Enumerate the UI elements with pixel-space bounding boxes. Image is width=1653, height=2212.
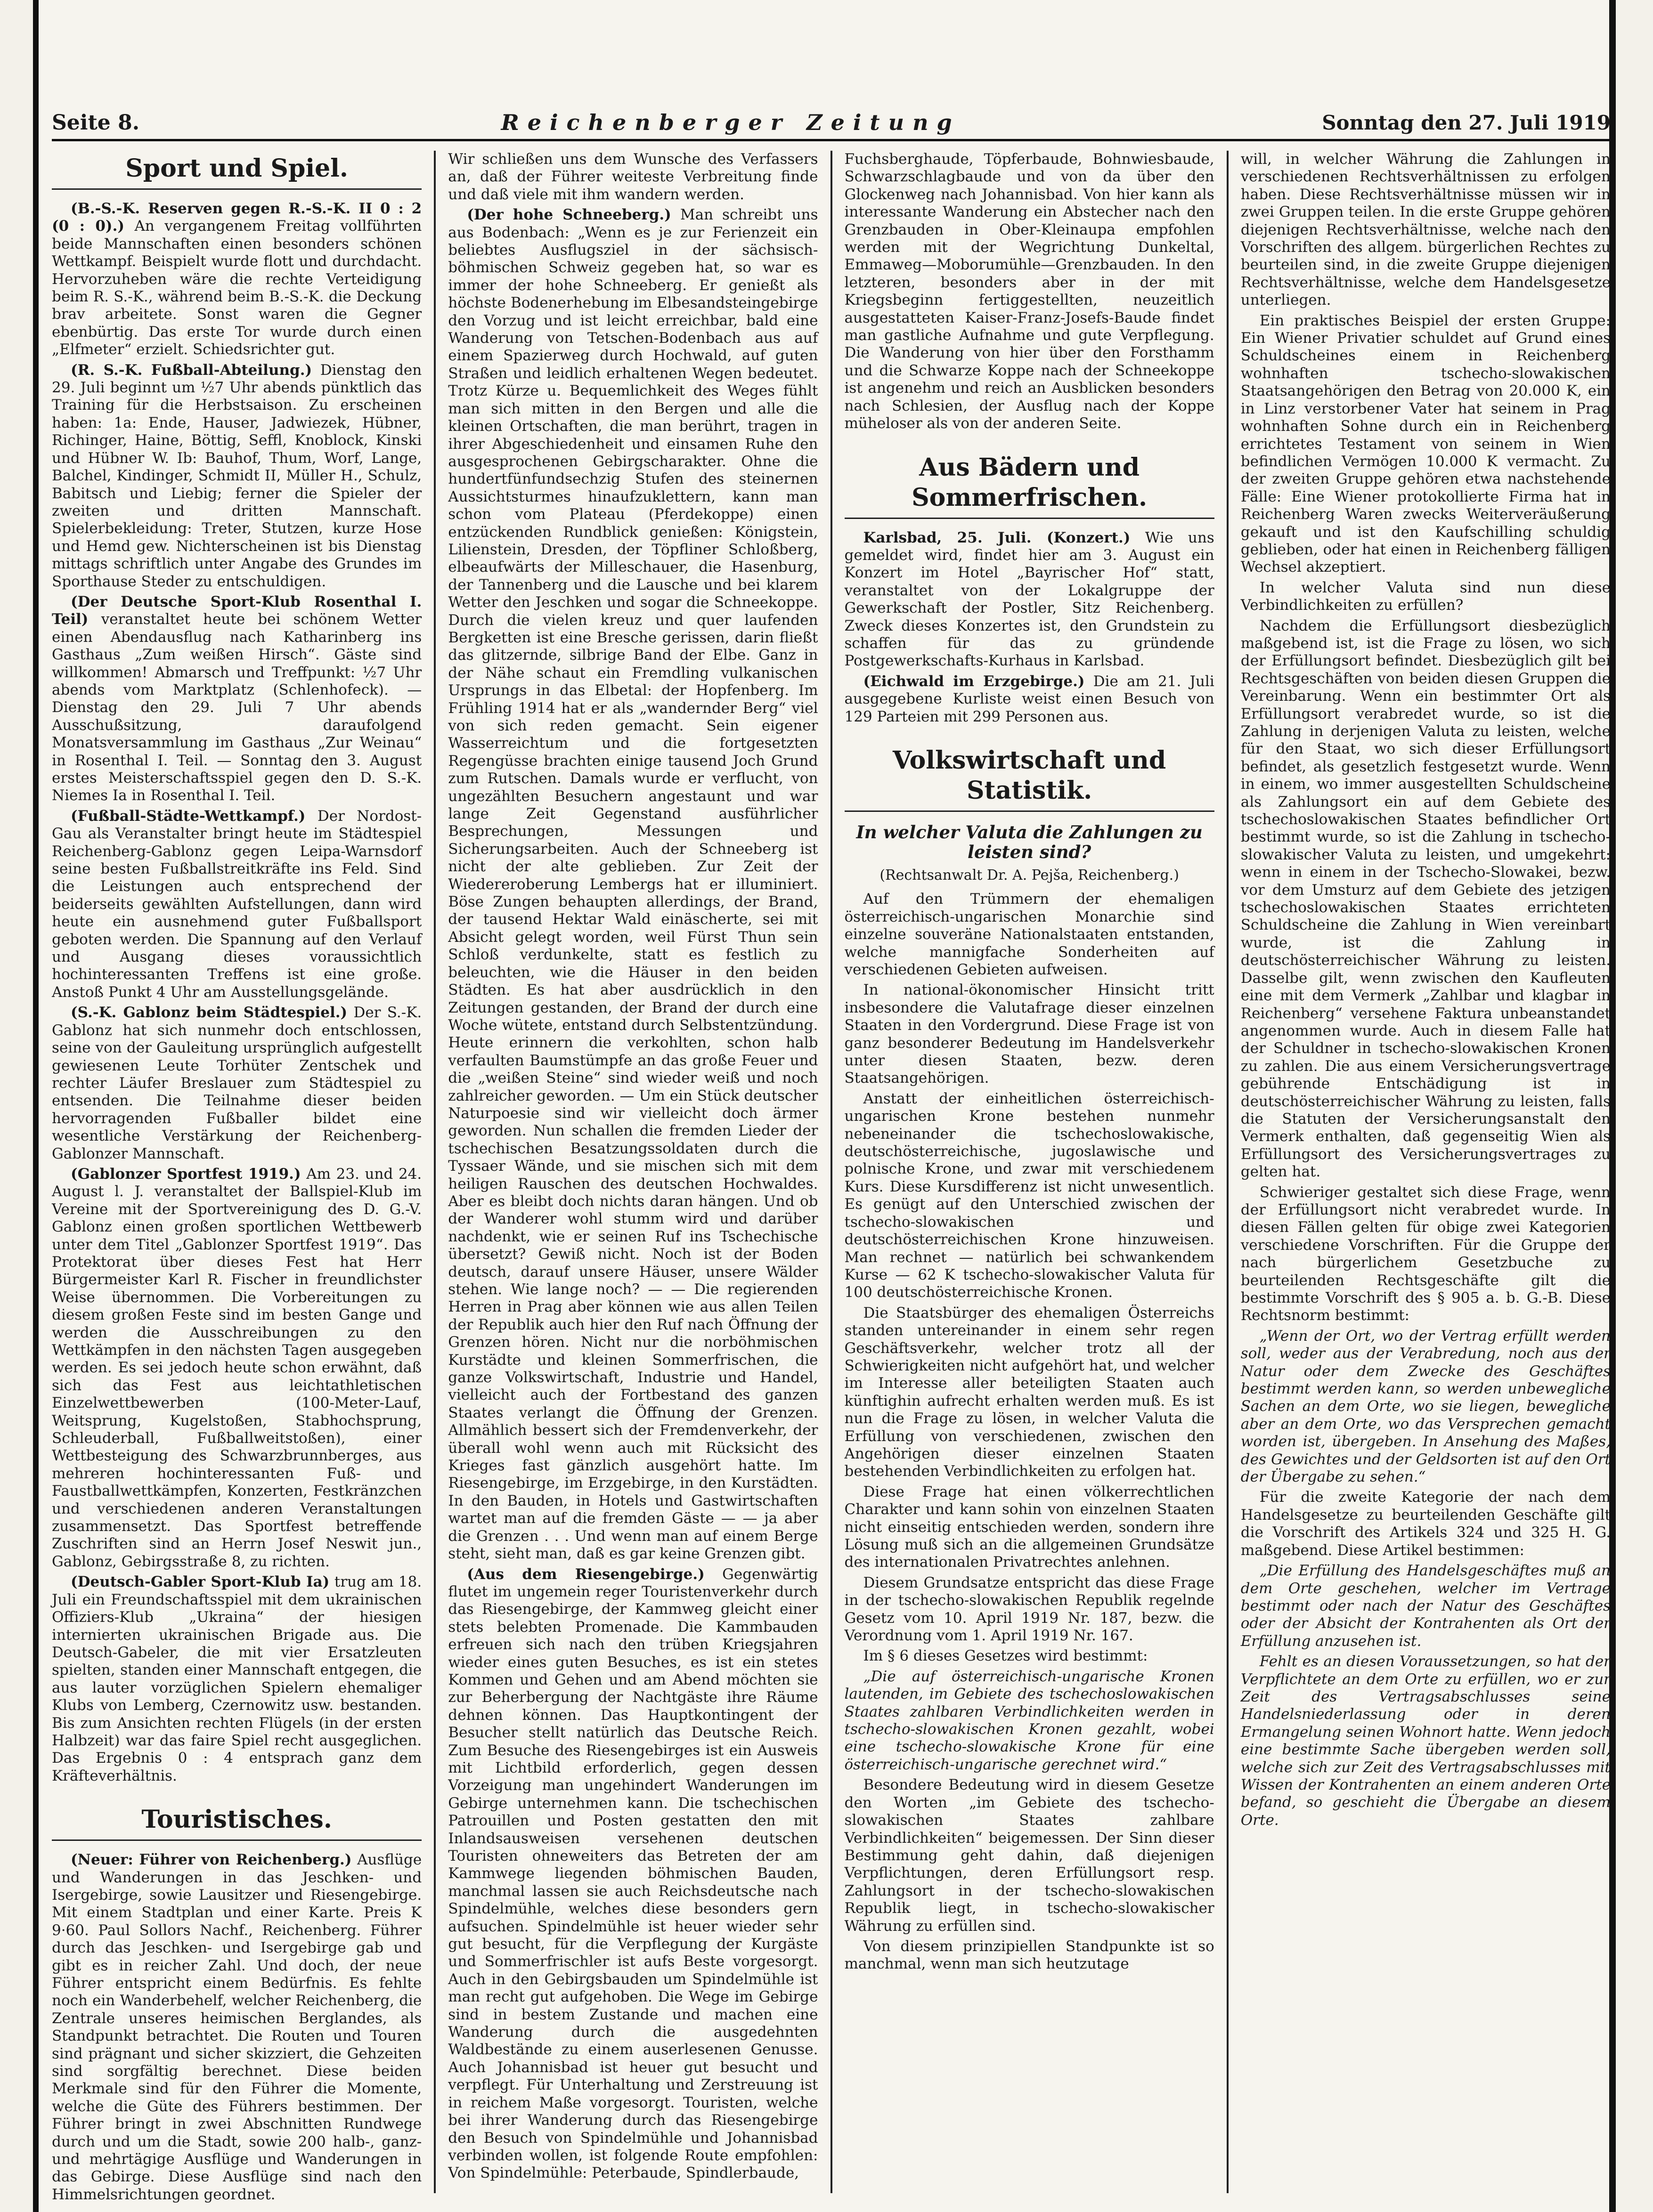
sport-articles xyxy=(52,200,422,1785)
article-columns xyxy=(52,151,1611,2203)
article-paragraph: (S.-K. Gablonz beim Städtespiel.) Der S.-K. Gablonz hat sich nunmehr doch entschlossen, seine von der Gauleitung ursprünglich aufgestellt gewiesenen Leute Torhüter Zentschek und rechter Läufer Breslauer zum Städtespiel zu entsenden. Die Teilnahme dieser beiden hervorragenden Fußballer bildet eine wesentliche Verstärkung der Reichenberg-Gablonzer Mannschaft. xyxy=(52,1004,422,1162)
article-paragraph: Im § 6 dieses Gesetzes wird bestimmt: xyxy=(863,1647,1148,1665)
article-paragraph: (Deutsch-Gabler Sport-Klub Ia) trug am 18. Juli ein Freundschaftsspiel mit dem ukrainischen Offiziers-Klub „Ukraina“ der hiesigen internierten ukrainischen Brigade aus. Die Deutsch-Gabeler, die mit vier Ersatzleuten spielten, standen einer Mannschaft entgegen, die aus lauter vorzüglichen Spielern ehemaliger Klubs von Lemberg, Czernowitz usw. bestanden. Bis zum Ansichten rechten Flügels (in der ersten Halbzeit) war das faire Spiel recht ausgeglichen. Das Ergebnis 0 : 4 entsprach ganz dem Kräfteverhältnis. xyxy=(52,1573,422,1784)
article-paragraph: (Neuer: Führer von Reichenberg.) Ausflüge und Wanderungen in das Jeschken- und Isergebirge, sowie Lausitzer und Riesengebirge. Mit einem Stadtplan und einer Karte. Preis K 9·60. Paul Sollors Nachf., Reichenberg. Führer durch das Jeschken- und Isergebirge gab und gibt es in reicher Zahl. Und doch, der neue Führer entspricht einem Bedürfnis. Es fehlte noch ein Wanderbehelf, welcher Reichenberg, die Zentrale unseres heimischen Berglandes, als Standpunkt betrachtet. Die Routen und Touren sind prägnant und sicher skizziert, die Gehzeiten sind sorgfältig berechnet. Diese beiden Merkmale sind für den Führer die Momente, welche die Güte des Führers bestimmen. Der Führer bringt in zwei Abschnitten Rundwege durch und um die Stadt, sowie 200 halb-, ganz- und mehrtägige Ausflüge und Wanderungen in das Gebirge. Diese Ausflüge sind nach den Himmelsrichtungen geordnet. xyxy=(52,1851,422,2203)
article-paragraph: will, in welcher Währung die Zahlungen in verschiedenen Rechtsverhältnissen zu erfolgen haben. Diese Rechtsverhältnisse müssen wir in zwei Gruppen teilen. In die erste Gruppe gehören diejenigen Rechtsverhältnisse, welche nach den Vorschriften des allgem. bürgerlichen Rechtes zu beurteilen sind, in die zweite Gruppe diejenigen Rechtsverhältnisse, welche dem Handelsgesetze unterliegen. xyxy=(1240,151,1611,309)
newspaper-title: Reichenberger Zeitung xyxy=(501,110,961,135)
article-paragraph: (Fußball-Städte-Wettkampf.) Der Nordost-Gau als Veranstalter bringt heute im Städtespiel Reichenberg-Gablonz gegen Leipa-Warnsdorf seine besten Fußballstreitkräfte ins Feld. Sind die Leistungen auch entsprechend der beiderseits gewählten Aufstellungen, dann wird heute ein ausnehmend guter Fußballsport geboten werden. Die Spannung auf den Verlauf und Ausgang dieses voraussichtlich hochinteressanten Treffens ist eine große. Anstoß Punkt 4 Uhr am Ausstellungsgelände. xyxy=(52,807,422,1001)
article-paragraph: In welcher Valuta sind nun diese Verbindlichkeiten zu erfüllen? xyxy=(1240,579,1611,614)
article-paragraph: (Der Deutsche Sport-Klub Rosenthal I. Teil) veranstaltet heute bei schönem Wetter einen Abendausflug nach Katharinberg ins Gasthaus „Zum weißen Hirsch“. Gäste sind willkommen! Abmarsch und Treffpunkt: ½7 Uhr abends vom Marktplatz (Schlenhofeck). — Dienstag den 29. Juli 7 Uhr abends Ausschußsitzung, daraufolgend Monatsversammlung im Gasthaus „Zur Weinau“ in Rosenthal I. Teil. — Sonntag den 3. August erstes Meisterschaftsspiel gegen den D. S.-K. Niemes Ia in Rosenthal I. Teil. xyxy=(52,593,422,804)
article-paragraph: (Eichwald im Erzgebirge.) Die am 21. Juli ausgegebene Kurliste weist einen Besuch von 129 Parteien mit 299 Personen aus. xyxy=(844,673,1214,725)
column-3 xyxy=(831,151,1227,2193)
article-paragraph: Ein praktisches Beispiel der ersten Gruppe: Ein Wiener Privatier schuldet auf Grund eines Schuldscheines einem in Reichenberg wohnhaften tschecho-slowakischen Staatsangehörigen den Betrag von 20.000 K, ein in Linz verstorbener Vater hat seinem in Prag wohnhaften Sohne durch ein in Reichenberg errichtetes Testament von seinem in Wien befindlichen Vermögen 10.000 K vermacht. Zu der zweiten Gruppe gehören etwa nachstehende Fälle: Eine Wiener protokollierte Firma hat in Reichenberg Waren zwecks Weiterveräußerung gekauft und ist den Kaufschilling schuldig geblieben, oder hat einen in Reichenberg fälligen Wechsel akzeptiert. xyxy=(1240,312,1611,576)
article-paragraph: (B.-S.-K. Reserven gegen R.-S.-K. II 0 : 2 (0 : 0).) An vergangenem Freitag vollführten beide Mannschaften einen besonders schönen Wettkampf. Beispielt wurde flott und durchdacht. Hervorzuheben wäre die rechte Verteidigung beim R. S.-K., während beim B.-S.-K. die Deckung brav arbeitete. Sonst waren die Gegner ebenbürtig. Das erste Tor wurde durch einen „Elfmeter“ erzielt. Schiedsrichter gut. xyxy=(52,200,422,358)
article-author: (Rechtsanwalt Dr. A. Pejša, Reichenberg.) xyxy=(879,867,1179,883)
column-4 xyxy=(1227,151,1611,2193)
law-quote: Fehlt es an diesen Voraussetzungen, so hat der Verpflichtete an dem Orte zu erfüllen, wo er zur Zeit des Vertragsabschlusses seine Handelsniederlassung oder in deren Ermangelung seinen Wohnort hatte. Wenn jedoch eine bestimmte Sache übergeben werden soll, welche sich zur Zeit des Vertragsabschlusses mit Wissen der Kontrahenten an einem anderen Orte befand, so geschieht die Übergabe an diesem Orte. xyxy=(1240,1653,1611,1829)
article-paragraph: Fuchsberghaude, Töpferbaude, Bohnwiesbaude, Schwarzschlagbaude und von da über den Glockenweg nach Johannisbad. Von hier kann als interessante Wanderung ein Abstecher nach den Grenzbauden in Ober-Kleinaupa empfohlen werden mit der Wegrichtung Dunkeltal, Emmaweg—Moborumühle—Grenzbauden. In den letzteren, besonders aber in der mit Kriegsbeginn fertiggestellten, neuzeitlich ausgestatteten Kaiser-Franz-Josefs-Baude findet man gastliche Aufnahme und gute Verpflegung. Die Wanderung von hier über den Forsthamm und die Schwarze Koppe nach der Schneekoppe ist angenehm und reich an Ausblicken besonders nach Schlesien, der Ausflug nach der Koppe müheloser als von der anderen Seite. xyxy=(844,151,1214,432)
article-paragraph: (Gablonzer Sportfest 1919.) Am 23. und 24. August l. J. veranstaltet der Ballspiel-Klub im Vereine mit der Sportvereinigung des D. G.-V. Gablonz einen großen sportlichen Wettbewerb unter dem Titel „Gablonzer Sportfest 1919“. Das Protektorat über dieses Fest hat Herr Bürgermeister Karl R. Fischer in freundlichster Weise übernommen. Die Vorbereitungen zu diesem großen Feste sind im besten Gange und werden die Ausschreibungen zu den Wettkämpfen in den nächsten Tagen ausgegeben werden. Es sei jedoch heute schon erwähnt, daß sich das Fest aus leichtathletischen Einzelwettbewerben (100-Meter-Lauf, Weitsprung, Kugelstoßen, Stabhochsprung, Schleuderball, Fußballweitstoßen), einer Wettbesteigung des Schwarzbrunnberges, aus mehreren hochinteressanten Fuß- und Faustballwettkämpfen, Konzerten, Festkränzchen und verschiedenen anderen Veranstaltungen zusammensetzt. Das Sportfest betreffende Zuschriften sind an Herrn Josef Neswit jun., Gablonz, Gebirgsstraße 8, zu richten. xyxy=(52,1165,422,1570)
section-heading-tourist: Touristisches. xyxy=(52,1805,422,1841)
article-paragraph: Diesem Grundsatze entspricht das diese Frage in der tschecho-slowakischen Republik regelnde Gesetz vom 10. April 1919 Nr. 187, bezw. die Verordnung vom 1. April 1919 Nr. 167. xyxy=(844,1574,1214,1645)
column-2 xyxy=(434,151,830,2193)
column-1 xyxy=(52,151,434,2203)
section-heading-baeder: Aus Bädern und Sommerfrischen. xyxy=(845,453,1214,519)
article-paragraph: (R. S.-K. Fußball-Abteilung.) Dienstag den 29. Juli beginnt um ½7 Uhr abends pünktlich das Training für die Herbstsaison. Zu erscheinen haben: 1a: Ende, Hauser, Jadwiezek, Hübner, Richinger, Haine, Böttig, Seffl, Knoblock, Kinski und Hübner W. Ib: Bauhof, Thum, Worf, Lange, Balchel, Kindinger, Schmidt II, Müller H., Schulz, Babitsch und Liebig; ferner die Spieler der zweiten und dritten Mannschaft. Spielerbekleidung: Treter, Stutzen, kurze Hose und Hemd gew. Nichterscheinen ist bis Dienstag mittags schriftlich unter Angabe des Grundes im Sporthause Steder zu entschuldigen. xyxy=(52,361,422,590)
article-paragraph: Nachdem die Erfüllungsort diesbezüglich maßgebend ist, ist die Frage zu lösen, wo sich der Erfüllungsort befindet. Diesbezüglich gilt bei Rechtsgeschäften von beiden diesen Gruppen die Vereinbarung. Wenn ein bestimmter Ort als Erfüllungsort verabredet wurde, so ist die Zahlung in derjenigen Valuta zu leisten, welche für den Staat, wo sich dieser Erfüllungsort befindet, als gesetzlich festgesetzt wurde. Wenn in einem, wo immer ausgestellten Schuldscheine als Zahlungsort ein auf dem Gebiete des tschechoslowakischen Staates befindlicher Ort bestimmt wurde, so ist die Zahlung in tschecho-slowakischer Valuta zu leisten, und umgekehrt: wenn in einem in der Tschecho-Slowakei, bezw. vor dem Umsturz auf dem Gebiete des jetzigen tschechoslowakischen Staates errichteten Schuldscheine die Zahlung in Wien vereinbart wurde, ist die Zahlung in deutschösterreichischer Währung zu leisten. Dasselbe gilt, wenn zwischen den Kaufleuten eine mit dem Vermerk „Zahlbar und klagbar in Reichenberg“ versehene Faktura unbeanstandet angenommen wurde. Auch in diesem Falle hat der Schuldner in tschecho-slowakischen Kronen zu zahlen. Die aus einem Versicherungsvertrage gebührende Entschädigung ist in deutschösterreichischer Währung zu leisten, falls die Statuten der Versicherungsanstalt den Vermerk enthalten, daß gegenseitig Wien als Erfüllungsort des Versicherungsvertrages zu gelten hat. xyxy=(1240,617,1611,1181)
law-quote: „Die auf österreichisch-ungarische Kronen lautenden, im Gebiete des tschechoslowakischen Staates zahlbaren Verbindlichkeiten werden in tschecho-slowakischen Kronen gezahlt, wobei eine tschecho-slowakische Krone für eine österreichisch-ungarische gerechnet wird.“ xyxy=(844,1668,1214,1773)
article-subheading: In welcher Valuta die Zahlungen zu leisten sind? xyxy=(856,821,1203,862)
article-paragraph: Auf den Trümmern der ehemaligen österreichisch-ungarischen Monarchie sind einzelne souveräne Nationalstaaten entstanden, welche mannigfache Sonderheiten auf verschiedenen Gebieten aufweisen. xyxy=(844,891,1214,978)
article-paragraph: Besondere Bedeutung wird in diesem Gesetze den Worten „im Gebiete des tschecho-slowakischen Staates zahlbare Verbindlichkeiten“ beigemessen. Der Sinn dieser Bestimmung geht dahin, daß diejenigen Verpflichtungen, deren Erfüllungsort resp. Zahlungsort in der tschecho-slowakischen Republik liegt, in tschecho-slowakischer Währung zu erfüllen sind. xyxy=(844,1776,1214,1935)
article-paragraph: Karlsbad, 25. Juli. (Konzert.) Wie uns gemeldet wird, findet hier am 3. August ein Konzert im Hotel „Bayrischer Hof“ statt, veranstaltet von der Lokalgruppe der Gewerkschaft der Postler, Sitz Reichenberg. Zweck dieses Konzertes ist, den Grundstein zu schaffen für das zu gründende Postgewerkschafts-Kurhaus in Karlsbad. xyxy=(844,529,1214,670)
article-paragraph: Für die zweite Kategorie der nach dem Handelsgesetze zu beurteilenden Geschäfte gilt die Vorschrift des Artikels 324 und 325 H. G. maßgebend. Diese Artikel bestimmen: xyxy=(1240,1489,1611,1559)
masthead xyxy=(52,106,1611,141)
law-quote: „Wenn der Ort, wo der Vertrag erfüllt werden soll, weder aus der Verabredung, noch aus der Natur oder dem Zwecke des Geschäftes bestimmt werden kann, so werden unbewegliche Sachen an dem Orte, wo sie liegen, bewegliche aber an dem Orte, wo das Versprechen gemacht worden ist, übergeben. In Ansehung des Maßes, des Gewichtes und der Geldsorten ist auf den Ort der Übergabe zu sehen.“ xyxy=(1240,1327,1611,1486)
issue-date: Sonntag den 27. Juli 1919 xyxy=(1322,111,1611,134)
article-paragraph: Von diesem prinzipiellen Standpunkte ist so manchmal, wenn man sich heutzutage xyxy=(844,1937,1214,1973)
article-paragraph: Die Staatsbürger des ehemaligen Österreichs standen untereinander in einem sehr regen Geschäftsverkehr, welcher trotz all der Schwierigkeiten nicht aufgehört hat, und welcher im Interesse aller beteiligten Staaten auch künftighin aufrecht erhalten werden muß. Es ist nun die Frage zu lösen, in welcher Valuta die Erfüllung von verschiedenen, zwischen den Angehörigen dieser einzelnen Staaten bestehenden Verbindlichkeiten zu erfolgen hat. xyxy=(844,1304,1214,1480)
section-heading-volkswirtschaft: Volkswirtschaft und Statistik. xyxy=(845,745,1214,812)
article-paragraph: (Der hohe Schneeberg.) Man schreibt uns aus Bodenbach: „Wenn es je zur Ferienzeit ein beliebtes Ausflugsziel in der sächsisch-böhmischen Schweiz gegeben hat, so war es immer der hohe Schneeberg. Er genießt als höchste Bodenerhebung im Elbesandsteingebirge den Vorzug und ist leicht erreichbar, bald eine Wanderung von Tetschen-Bodenbach aus auf einem Spazierweg durch Hochwald, auf guten Straßen und leidlich erhaltenen Wegen bedeutet. Trotz Kürze u. Bequemlichkeit des Weges fühlt man sich mitten in den Bergen und alle die kleinen Ortschaften, die man berührt, tragen in ihrer Abgeschiedenheit und einsamen Ruhe den ausgesprochenen Gebirgscharakter. Ohne die hundertfünfundsechzig Stufen des steinernen Aussichtsturmes hinaufzuklettern, kann man schon vom Plateau (Pferdekoppe) einen entzückenden Rundblick genießen: Königstein, Lilienstein, Dresden, der Töpfliner Schloßberg, elbeaufwärts der Milleschauer, die Hasenburg, der Tannenberg und die Lausche und bei klarem Wetter den Jeschken und sogar die Schneekoppe. Durch die vielen kreuz und quer laufenden Bergketten ist eine Bresche gerissen, darin fließt das glitzernde, silbrige Band der Elbe. Ganz in der Nähe schaut ein Fremdling vulkanischen Ursprungs in das Elbetal: der Hopfenberg. Im Frühling 1914 hat er als „wandernder Berg“ viel von sich reden gemacht. Sein eigener Wasserreichtum und die fortgesetzten Regengüsse brachten einige tausend Joch Grund zum Rutschen. Damals wurde er verflucht, von ungezählten Besuchern angestaunt und war lange Zeit Gegenstand ausführlicher Besprechungen, Messungen und Sicherungsarbeiten. Auch der Schneeberg ist nicht der alte geblieben. Zur Zeit der Wiedereroberung Lembergs hat er illuminiert. Böse Zungen behaupten allerdings, der Brand, der tausend Hektar Wald einäscherte, sei mit Absicht gelegt worden, weil Fürst Thun sein Schloß verdunkelte, statt es festlich zu beleuchten, wie die Häuser in den beiden Städten. Es hat aber ausdrücklich in den Zeitungen gestanden, der Brand der durch eine Woche wütete, entstand durch Selbstentzündung. Heute erinnern die verkohlten, schon halb verfaulten Baumstümpfe an das große Feuer und die „weißen Steine“ sind wieder weiß und noch zahlreicher geworden. — Um ein Stück deutscher Naturpoesie sind wir vielleicht doch ärmer geworden. Nun schallen die fremden Lieder der tschechischen Besatzungssoldaten durch die Tyssaer Wände, und sie mischen sich mit dem heiligen Rauschen des deutschen Hochwaldes. Aber es bleibt doch nichts daran hängen. Und ob der Wanderer wohl stumm wird und darüber nachdenkt, wie er seinen Ruf ins Tschechische übersetzt? Gewiß nicht. Noch ist der Boden deutsch, darauf unsere Häuser, unsere Wälder stehen. Wie lange noch? — — Die regierenden Herren in Prag aber können wie aus allen Teilen der Republik auch hier den Ruf nach Öffnung der Grenzen hören. Nicht nur die norböhmischen Kurstädte und kleinen Sommerfrischen, die ganze Volkswirtschaft, Industrie und Handel, vielleicht auch der Fortbestand des ganzen Staates verlangt die Öffnung der Grenzen. Allmählich bessert sich der Fremdenverkehr, der überall wohl wenn auch mit Rücksicht des Krieges fast gänzlich ausgehört hatte. Im Riesengebirge, im Erzgebirge, in den Kurstädten. In den Bauden, in Hotels und Gastwirtschaften wartet man auf die fremden Gäste — — ja aber die Grenzen . . . Und wenn man auf einem Berge steht, sieht man, daß es gar keine Grenzen gibt. xyxy=(448,206,818,1563)
law-quote: „Die Erfüllung des Handelsgeschäftes muß an dem Orte geschehen, welcher im Vertrage bestimmt oder nach der Natur des Geschäftes oder der Absicht der Kontrahenten als Ort der Erfüllung anzusehen ist. xyxy=(1240,1562,1611,1650)
article-paragraph: (Aus dem Riesengebirge.) Gegenwärtig flutet im ungemein reger Touristenverkehr durch das Riesengebirge, der Kammweg gleicht einer stets belebten Promenade. Die Kammbauden erfreuen sich nach den trüben Kriegsjahren wieder eines guten Besuches, es ist ein stetes Kommen und Gehen und am Abend möchten sie zur Beherbergung der Nachtgäste ihre Räume dehnen können. Das Hauptkontingent der Besucher stellt natürlich das Deutsche Reich. Zum Besuche des Riesengebirges ist ein Ausweis mit Lichtbild erforderlich, gegen dessen Vorzeigung man ungehindert Wanderungen im Gebirge unternehmen kann. Die tschechischen Patrouillen und Posten gestatten den mit Inlandsausweisen versehenen deutschen Touristen ohneweiters das Betreten der am Kammwege liegenden böhmischen Bauden, manchmal lassen sie auch Reichsdeutsche nach Spindelmühle, welches diese besonders gern aufsuchen. Spindelmühle ist heuer wieder sehr gut besucht, für die Verpflegung der Kurgäste und Sommerfrischler ist aufs Beste vorgesorgt. Auch in den Gebirgsbauden um Spindelmühle ist man recht gut aufgehoben. Die Wege im Gebirge sind in bestem Zustande und machen eine Wanderung durch die ausgedehnten Waldbestände zu einem auserlesenen Genusse. Auch Johannisbad ist heuer gut besucht und verpflegt. Für Unterhaltung und Zerstreuung ist in reichem Maße vorgesorgt. Touristen, welche bei ihrer Wanderung durch das Riesengebirge den Besuch von Spindelmühle und Johannisbad verbinden wollen, ist folgende Route empfohlen: Von Spindelmühle: Peterbaude, Spindlerbaude, xyxy=(448,1565,818,2182)
article-paragraph: Schwieriger gestaltet sich diese Frage, wenn der Erfüllungsort nicht verabredet wurde. In diesen Fällen gelten für obige zwei Kategorien verschiedene Vorschriften. Für die Gruppe der nach bürgerlichem Gesetzbuche zu beurteilenden Rechtsgeschäfte gilt die bestimmte Vorschrift des § 905 a. b. G.-B. Diese Rechtsnorm bestimmt: xyxy=(1240,1183,1611,1324)
page-number: Seite 8. xyxy=(52,110,140,135)
section-heading-sport: Sport und Spiel. xyxy=(52,154,422,190)
article-paragraph: In national-ökonomischer Hinsicht tritt insbesondere die Valutafrage dieser einzelnen Staaten in den Vordergrund. Diese Frage ist von ganz besonderer Bedeutung im Handelsverkehr unter diesen Staaten, bezw. deren Staatsangehörigen. xyxy=(844,981,1214,1087)
article-paragraph: Anstatt der einheitlichen österreichisch-ungarischen Krone bestehen nunmehr nebeneinander die tschechoslowakische, deutschösterreichische, jugoslawische und polnische Krone, und zwar mit verschiedenem Kurs. Diese Kursdifferenz ist nicht unwesentlich. Es genügt auf den Unterschied zwischen der tschecho-slowakischen und deutschösterreichischen Krone hinzuweisen. Man rechnet — natürlich bei schwankendem Kurse — 62 K tschecho-slowakischer Valuta für 100 deutschösterreichische Kronen. xyxy=(844,1090,1214,1301)
article-paragraph: Wir schließen uns dem Wunsche des Verfassers an, daß der Führer weiteste Verbreitung finde und daß viele mit ihm wandern werden. xyxy=(448,151,818,203)
article-paragraph: Diese Frage hat einen völkerrechtlichen Charakter und kann sohin von einzelnen Staaten nicht einseitig entschieden werden, sondern ihre Lösung muß sich an die allgemeinen Grundsätze des internationalen Privatrechtes anlehnen. xyxy=(844,1483,1214,1571)
